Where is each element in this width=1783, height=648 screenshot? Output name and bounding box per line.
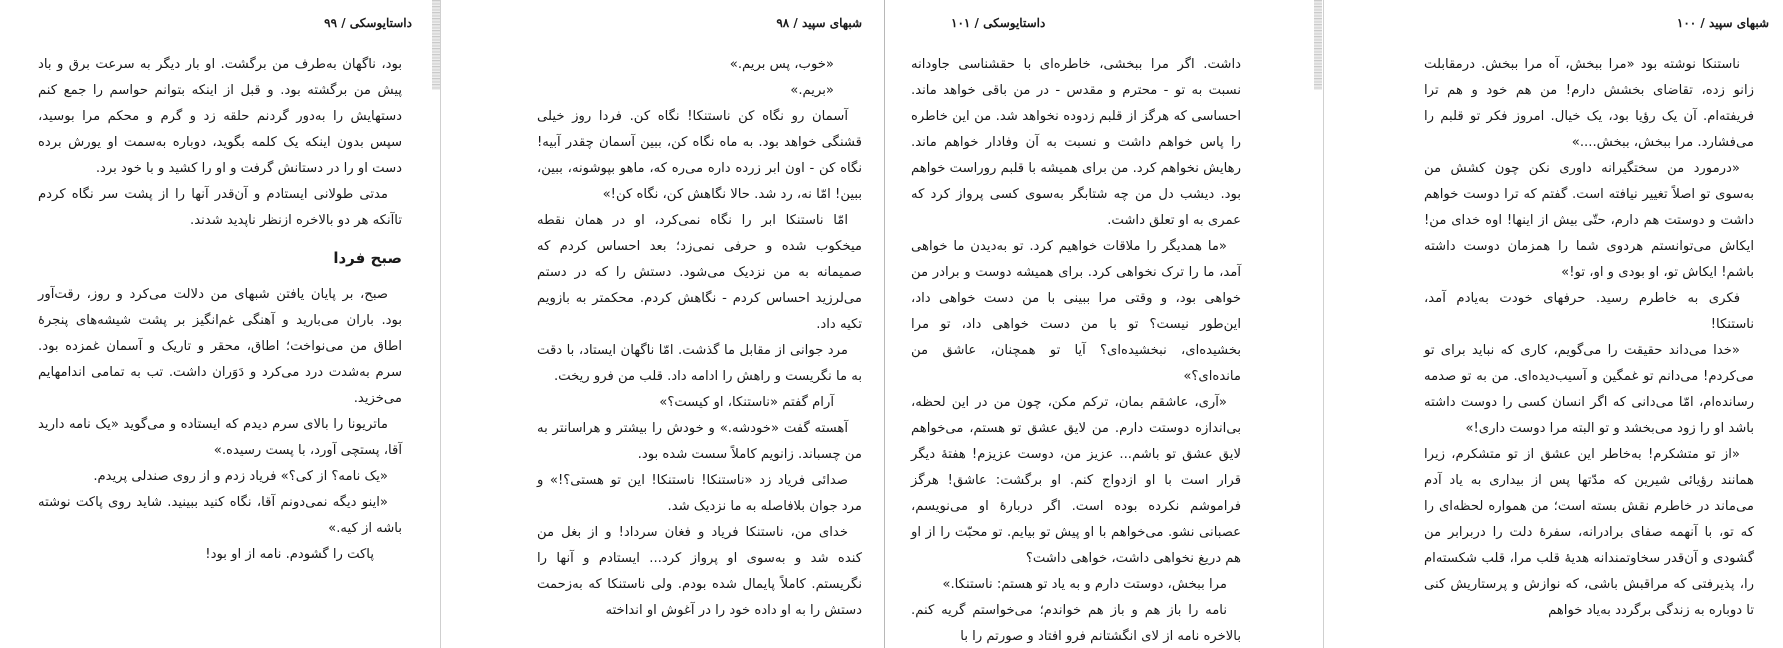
paragraph: ناستنکا نوشته بود «مرا ببخش، آه مرا ببخش. درمقابلت زانو زده، تقاضای بخشش دارم! من هم خود و هم ترا فریفته‌ام. آن یک رؤیا بود، یک خیال. امروز فکر تو قلبم را می‌فشارد. مرا ببخش، ببخش....» xyxy=(1424,57,1754,150)
paragraph: نامه را باز هم و باز هم خواندم؛ می‌خواستم گریه کنم. بالاخره نامه از لای انگشتانم فرو افتاد و صورتم را با xyxy=(911,603,1241,644)
page-body xyxy=(1424,52,1754,624)
scan-edge-mark xyxy=(1314,0,1322,90)
paragraph: امّا ناستنکا ابر را نگاه نمی‌کرد، او در همان نقطه میخکوب شده و حرفی نمی‌زد؛ بعد احساس کردم که صمیمانه به من نزدیک می‌شود. دستش را که در دستم می‌لرزید احساس کردم - نگاهش کردم. محکمتر به بازویم تکیه داد. xyxy=(537,213,862,332)
paragraph: مرد جوانی از مقابل ما گذشت. امّا ناگهان ایستاد، با دقت به ما نگریست و راهش را ادامه داد. قلب من فرو ریخت. xyxy=(537,343,862,384)
page-101 xyxy=(885,0,1323,648)
paragraph: بود، ناگهان به‌طرف من برگشت. او بار دیگر به سرعت برق و باد پیش من برگشته بود. و قبل از اینکه بتوانم حواسم را جمع کنم دستهایش را به‌دور گردنم حلقه زد و گرم و محکم مرا بوسید، سپس بدون اینکه یک کلمه بگوید، دوباره به‌سمت او یورش برده دست او را در دستانش گرفت و او را کشید و با خود برد. xyxy=(38,57,402,176)
paragraph: آهسته گفت «خودشه.» و خودش را بیشتر و هراسانتر به من چسباند. زانویم کاملاً سست شده بود. xyxy=(537,421,862,462)
page-header xyxy=(441,14,884,32)
page-header xyxy=(1324,14,1783,32)
paragraph: «یک نامه؟ از کی؟» فریاد زدم و از روی صندلی پریدم. xyxy=(93,469,388,484)
paragraph: «از تو متشکرم! به‌خاطر این عشق از تو متشکرم، زیرا همانند رؤیائی شیرین که مدّتها پس از بیداری به یاد آدم می‌ماند در خاطرم نقش بسته است؛ من همواره لحظه‌ای را که تو، با آنهمه صفای برادرانه، سفرهٔ دلت را دربرابر من گشودی و آن‌قدر سخاوتمندانه هدیهٔ قلب مرا، قلب شکسته‌ام را، پذیرفتی که مراقبش باشی، که نوازش و پرستاریش کنی تا دوباره به زندگی برگردد به‌یاد خواهم xyxy=(1424,447,1754,618)
paragraph: مرا ببخش، دوستت دارم و به یاد تو هستم: ناستنکا.» xyxy=(942,577,1227,592)
paragraph: «آری، عاشقم بمان، ترکم مکن، چون من در این لحظه، بی‌اندازه دوستت دارم. من لایق عشق تو هستم، می‌خواهم لایق عشق تو باشم... عزیز من، دوست عزیزم! هفتهٔ دیگر قرار است با او ازدواج کنم. او برگشت: عاشق! هرگز فراموشم نکرده بوده است. اگر دربارهٔ او می‌نویسم، عصبانی نشو. می‌خواهم با او پیش تو بیایم. تو محبّت را از او هم دریغ نخواهی داشت، خواهی داشت؟ xyxy=(911,395,1241,566)
paragraph: مدتی طولانی ایستادم و آن‌قدر آنها را از پشت سر نگاه کردم تاآنکه هر دو بالاخره ازنظر ناپدید شدند. xyxy=(38,187,402,228)
scan-edge-mark xyxy=(432,0,440,90)
running-header-title: ۱۰۰ / شبهای سپید xyxy=(1676,16,1769,30)
paragraph: فکری به خاطرم رسید. حرفهای خودت به‌یادم آمد، ناستنکا! xyxy=(1424,291,1754,332)
paragraph: آرام گفتم «ناستنکا، او کیست؟» xyxy=(659,395,834,410)
page-body xyxy=(537,52,862,624)
running-header-title: ۹۸ / شبهای سپید xyxy=(776,16,862,30)
paragraph: «درمورد من سختگیرانه داوری نکن چون کشش من به‌سوی تو اصلاً تغییر نیافته است. گفتم که ترا دوست خواهم داشت و دوستت هم دارم، حتّی بیش از اینها! اوه خدای من! ایکاش می‌توانستم هردوی شما را همزمان دوست داشته باشم! ایکاش تو، او بودی و او، تو!» xyxy=(1424,161,1754,280)
page-98 xyxy=(441,0,884,648)
paragraph: «اینو دیگه نمی‌دونم آقا، نگاه کنید ببینید. شاید روی پاکت نوشته باشه از کیه.» xyxy=(38,495,402,536)
paragraph: «خدا می‌داند حقیقت را می‌گویم، کاری که نباید برای تو می‌کردم! می‌دانم تو غمگین و آسیب‌دیده‌ای. من به تو صدمه رسانده‌ام، امّا می‌دانی که اگر انسان کسی را دوست داشته باشد او را زود می‌بخشد و تو البته مرا دوست داری!» xyxy=(1424,343,1754,436)
paragraph: صدائی فریاد زد «ناستنکا! ناستنکا! این تو هستی؟!» و مرد جوان بلافاصله به ما نزدیک شد. xyxy=(537,473,862,514)
paragraph: «ما همدیگر را ملاقات خواهیم کرد. تو به‌دیدن ما خواهی آمد، ما را ترک نخواهی کرد. برای همیشه دوست و برادر من خواهی بود، و وقتی مرا ببینی با من دست خواهی داد، این‌طور نیست؟ تو با من دست خواهی داد، تو مرا بخشیده‌ای، نبخشیده‌ای؟ آیا تو همچنان، عاشق من مانده‌ای؟» xyxy=(911,239,1241,384)
paragraph: صبح، بر پایان یافتن شبهای من دلالت می‌کرد و روز، رقت‌آور بود. باران می‌بارید و آهنگی غم‌انگیز بر پشت شیشه‌های پنجرهٔ اطاق من می‌نواخت؛ اطاق، محقر و تاریک و آسمان غمزده بود. سرم به‌شدت درد می‌کرد و دَوَران داشت. تب به تمامی اندامهایم می‌خزید. xyxy=(38,287,402,406)
paragraph: آسمان رو نگاه کن ناستنکا! نگاه کن. فردا روز خیلی قشنگی خواهد بود. به ماه نگاه کن، ببین آسمان چقدر آبیه! نگاه کن - اون ابر زرده داره می‌ره که، ماهو بپوشونه، ببین، ببین! امّا نه، رد شد. حالا نگاهش کن، نگاه کن!» xyxy=(537,109,862,202)
page-100 xyxy=(1324,0,1783,648)
running-header-title: داستایوسکی / ۱۰۱ xyxy=(951,16,1046,30)
page-body xyxy=(911,52,1241,648)
running-header-title: داستایوسکی / ۹۹ xyxy=(324,16,412,30)
paragraph: «بریم.» xyxy=(790,83,834,98)
paragraph: پاکت را گشودم. نامه از او بود! xyxy=(205,547,374,562)
page-header xyxy=(0,14,440,32)
paragraph: داشت. اگر مرا ببخشی، خاطره‌ای با حقشناسی جاودانه نسبت به تو - محترم و مقدس - در من باقی خواهد ماند. احساسی که هرگز از قلبم زدوده نخواهد شد. من این خاطره را پاس خواهم داشت و نسبت به آن وفادار خواهم ماند. رهایش نخواهم کرد. من برای همیشه با قلبم روراست خواهم بود. دیشب دل من چه شتابگر به‌سوی کسی پرواز کرد که عمری به او تعلق داشت. xyxy=(911,57,1241,228)
paragraph: ماتریونا را بالای سرم دیدم که ایستاده و می‌گوید «یک نامه دارید آقا، پستچی آورد، با پست رسیده.» xyxy=(38,417,402,458)
paragraph: «خوب، پس بریم.» xyxy=(729,57,834,72)
page-99 xyxy=(0,0,440,648)
paragraph: خدای من، ناستنکا فریاد و فغان سرداد! و از بغل من کنده شد و به‌سوی او پرواز کرد... ایستادم و آنها را نگریستم. کاملاً پایمال شده بودم. ولی ناستنکا که به‌زحمت دستش را به او داده خود را در آغوش او انداخته xyxy=(537,525,862,618)
section-heading: صبح فردا xyxy=(333,249,402,267)
page-header xyxy=(885,14,1323,32)
page-body xyxy=(38,52,402,568)
